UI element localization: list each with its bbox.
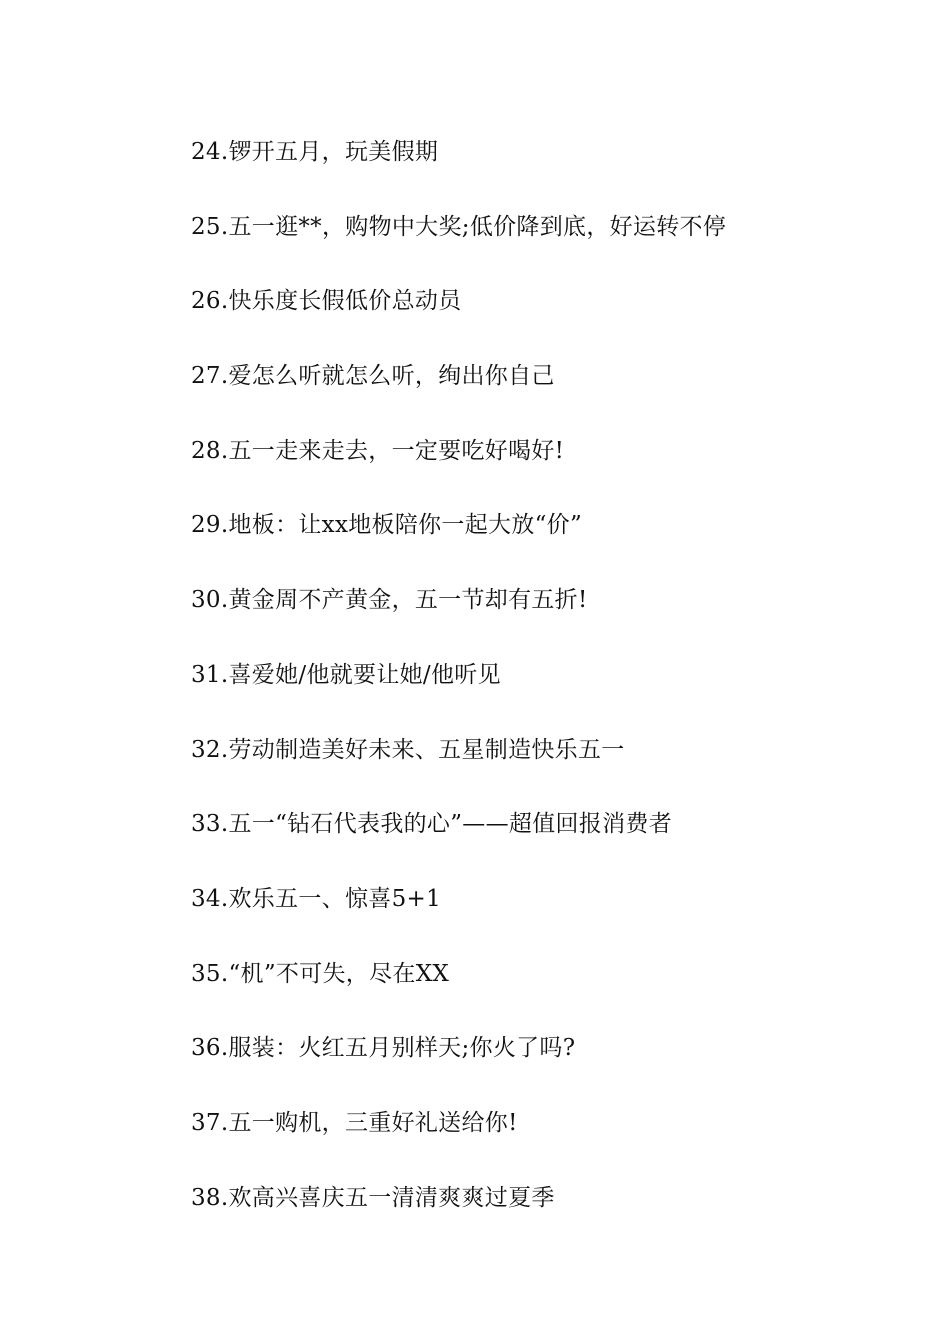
list-item: 28.五一走来走去，一定要吃好喝好!: [191, 437, 565, 464]
list-item: 35.“机”不可失，尽在XX: [191, 960, 450, 987]
list-item: 31.喜爱她/他就要让她/他听见: [191, 661, 501, 688]
list-item: 29.地板：让xx地板陪你一起大放“价”: [191, 512, 583, 539]
slogan-list: [191, 133, 726, 1253]
list-item: 38.欢高兴喜庆五一清清爽爽过夏季: [191, 1184, 555, 1211]
list-item: 26.快乐度长假低价总动员: [191, 288, 462, 315]
list-item: 37.五一购机，三重好礼送给你!: [191, 1109, 518, 1136]
list-item: 24.锣开五月，玩美假期: [191, 139, 439, 165]
list-item: 32.劳动制造美好未来、五星制造快乐五一: [191, 736, 625, 763]
list-item: 36.服装：火红五月别样天;你火了吗?: [191, 1035, 576, 1062]
list-item: 25.五一逛**，购物中大奖;低价降到底，好运转不停: [191, 213, 727, 240]
list-item: 34.欢乐五一、惊喜5+1: [191, 885, 442, 912]
list-item: 27.爱怎么听就怎么听，绚出你自己: [191, 363, 555, 390]
list-item: 33.五一“钻石代表我的心”——超值回报消费者: [191, 811, 672, 838]
list-item: 30.黄金周不产黄金，五一节却有五折!: [191, 587, 588, 614]
